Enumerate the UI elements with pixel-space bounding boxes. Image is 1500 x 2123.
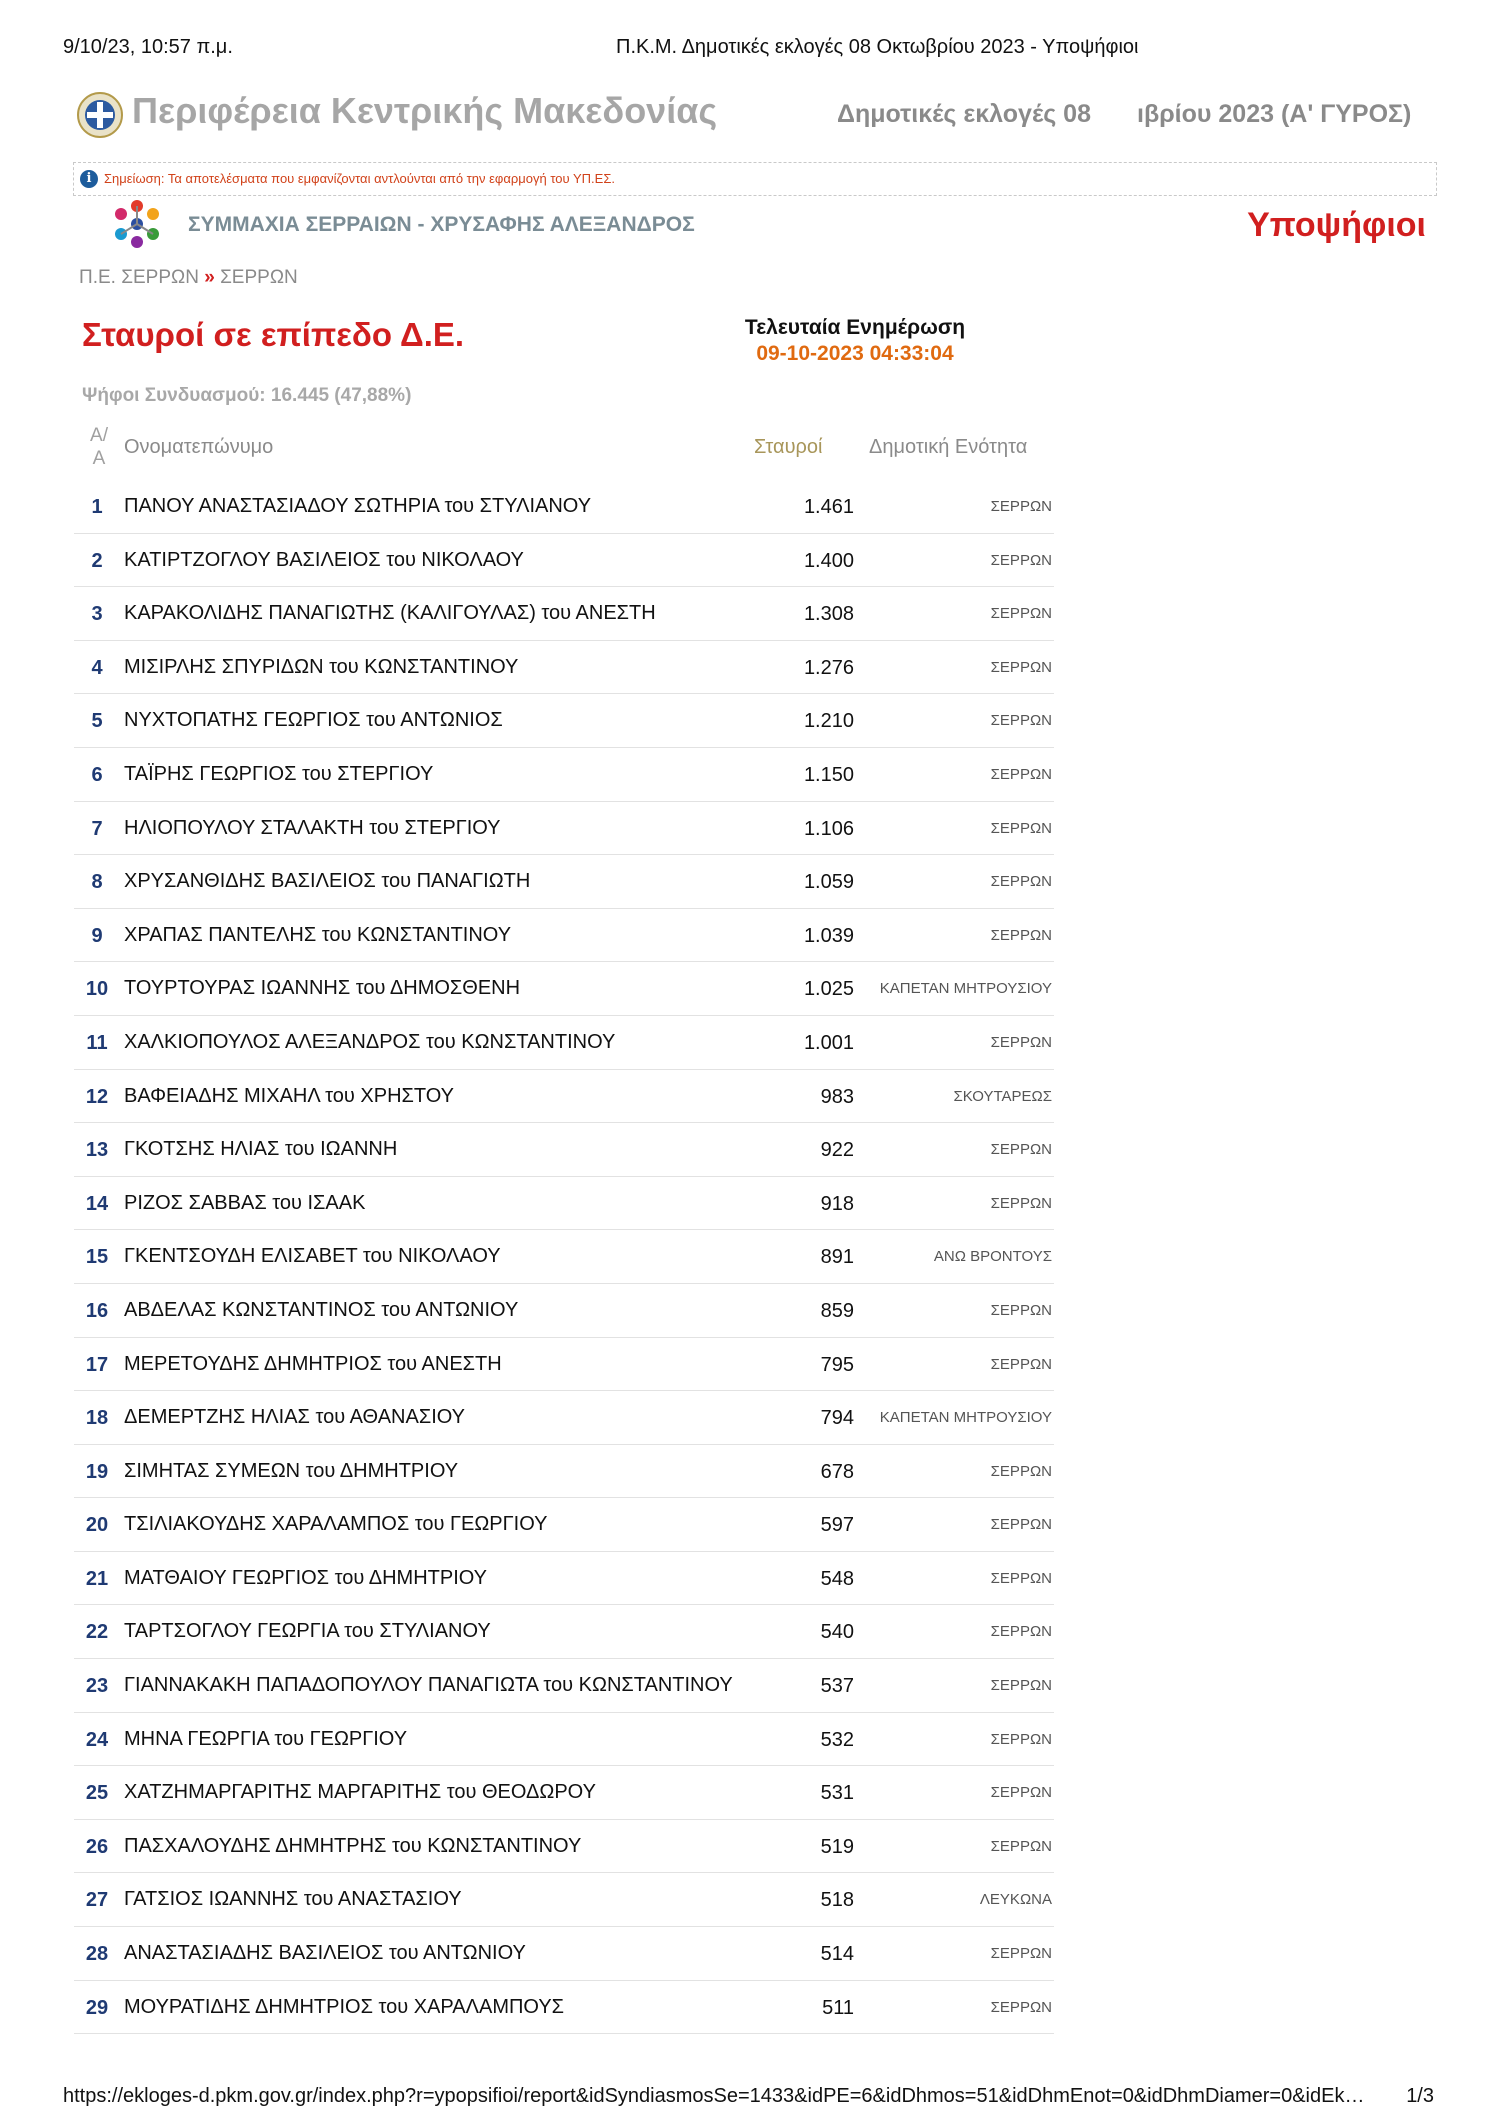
candidate-name: ΤΑΪΡΗΣ ΓΕΩΡΓΙΟΣ του ΣΤΕΡΓΙΟΥ [124,762,434,785]
candidate-votes: 1.308 [803,603,854,626]
candidate-votes: 1.059 [803,871,854,894]
notice-box [73,162,1437,196]
candidate-name: ΚΑΤΙΡΤΖΟΓΛΟΥ ΒΑΣΙΛΕΙΟΣ του ΝΙΚΟΛΑΟΥ [124,548,524,571]
municipal-unit: ΣΕΡΡΩΝ [990,1945,1052,1963]
municipal-unit: ΚΑΠΕΤΑΝ ΜΗΤΡΟΥΣΙΟΥ [879,980,1052,998]
notice-text: Σημείωση: Τα αποτελέσματα που εμφανίζονται αντλούνται από την εφαρμογή του ΥΠ.ΕΣ. [104,171,615,186]
row-number: 20 [85,1514,109,1537]
table-row [74,587,1054,641]
election-title-part1: Δημοτικές εκλογές 08 [837,100,1091,128]
candidate-name: ΒΑΦΕΙΑΔΗΣ ΜΙΧΑΗΛ του ΧΡΗΣΤΟΥ [124,1084,454,1107]
row-number: 15 [85,1246,109,1269]
candidate-name: ΧΑΛΚΙΟΠΟΥΛΟΣ ΑΛΕΞΑΝΔΡΟΣ του ΚΩΝΣΤΑΝΤΙΝΟΥ [124,1030,616,1053]
municipal-unit: ΣΕΡΡΩΝ [990,1301,1052,1319]
row-number: 28 [85,1943,109,1966]
table-row [74,1713,1054,1767]
row-number: 14 [85,1192,109,1215]
municipal-unit: ΣΕΡΡΩΝ [990,551,1052,569]
party-name: ΣΥΜΜΑΧΙΑ ΣΕΡΡΑΙΩΝ - ΧΡΥΣΑΦΗΣ ΑΛΕΞΑΝΔΡΟΣ [188,213,695,236]
table-row [74,962,1054,1016]
table-row [74,480,1054,534]
table-header [74,420,1054,480]
candidate-votes: 531 [820,1782,854,1805]
table-row [74,1284,1054,1338]
hellenic-emblem-icon[interactable] [77,92,123,138]
print-title: Π.Κ.Μ. Δημοτικές εκλογές 08 Οκτωβρίου 2023 - Υποψήφιοι [616,36,1139,58]
municipal-unit: ΣΕΡΡΩΝ [990,1998,1052,2016]
candidate-name: ΠΑΝΟΥ ΑΝΑΣΤΑΣΙΑΔΟΥ ΣΩΤΗΡΙΑ του ΣΤΥΛΙΑΝΟΥ [124,495,592,517]
print-footer [63,2085,1437,2109]
municipal-unit: ΣΕΡΡΩΝ [990,1730,1052,1748]
municipal-unit: ΚΑΠΕΤΑΝ ΜΗΤΡΟΥΣΙΟΥ [879,1409,1052,1427]
row-number: 27 [85,1889,109,1912]
municipal-unit: ΣΕΡΡΩΝ [990,1462,1052,1480]
candidate-votes: 1.039 [803,924,854,947]
candidate-votes: 1.400 [803,549,854,572]
candidate-name: ΜΟΥΡΑΤΙΔΗΣ ΔΗΜΗΤΡΙΟΣ του ΧΑΡΑΛΑΜΠΟΥΣ [124,1995,565,2018]
candidate-name: ΧΑΤΖΗΜΑΡΓΑΡΙΤΗΣ ΜΑΡΓΑΡΙΤΗΣ του ΘΕΟΔΩΡΟΥ [124,1781,596,1804]
row-number: 1 [91,496,103,518]
region-title-link[interactable]: Περιφέρεια Κεντρικής Μακεδονίας [132,90,718,131]
row-number: 21 [85,1567,109,1590]
table-row [74,1445,1054,1499]
last-update [700,316,1010,366]
breadcrumb-municipality-link[interactable]: ΣΕΡΡΩΝ [220,267,298,288]
election-title-part2: ıβρίου 2023 (Α' ΓΥΡΟΣ) [1137,100,1412,128]
municipal-unit: ΣΕΡΡΩΝ [990,712,1052,730]
candidate-votes: 891 [820,1246,854,1269]
row-number: 6 [91,763,103,786]
candidate-votes: 922 [820,1139,854,1162]
row-number: 24 [85,1728,109,1751]
candidate-votes: 1.025 [803,978,854,1001]
municipal-unit: ΣΕΡΡΩΝ [990,605,1052,623]
candidate-name: ΝΥΧΤΟΠΑΤΗΣ ΓΕΩΡΓΙΟΣ του ΑΝΤΩΝΙΟΣ [124,709,503,732]
last-update-label: Τελευταία Ενημέρωση [744,316,966,339]
section-title: Υποψήφιοι [1247,206,1426,244]
candidate-votes: 537 [820,1675,854,1698]
row-number: 19 [85,1460,109,1483]
municipal-unit: ΣΕΡΡΩΝ [990,1784,1052,1802]
row-number: 7 [91,817,103,840]
row-number: 9 [91,924,103,947]
print-header [63,36,1437,60]
candidate-votes: 519 [820,1835,854,1858]
breadcrumb [79,267,298,289]
site-banner [77,88,1437,140]
table-row [74,1659,1054,1713]
row-number: 8 [91,871,103,894]
candidate-name: ΧΡΑΠΑΣ ΠΑΝΤΕΛΗΣ του ΚΩΝΣΤΑΝΤΙΝΟΥ [124,923,512,946]
table-row [74,1177,1054,1231]
candidate-votes: 1.276 [803,656,854,679]
candidate-votes: 1.210 [803,710,854,733]
table-row [74,694,1054,748]
candidate-name: ΜΕΡΕΤΟΥΔΗΣ ΔΗΜΗΤΡΙΟΣ του ΑΝΕΣΤΗ [124,1352,502,1375]
candidate-name: ΤΑΡΤΣΟΓΛΟΥ ΓΕΩΡΓΙΑ του ΣΤΥΛΙΑΝΟΥ [124,1620,491,1643]
municipal-unit: ΣΕΡΡΩΝ [990,498,1052,515]
candidate-name: ΑΒΔΕΛΑΣ ΚΩΝΣΤΑΝΤΙΝΟΣ του ΑΝΤΩΝΙΟΥ [124,1298,519,1321]
candidate-votes: 597 [820,1514,854,1537]
candidate-name: ΗΛΙΟΠΟΥΛΟΥ ΣΤΑΛΑΚΤΗ του ΣΤΕΡΓΙΟΥ [124,816,501,839]
candidate-name: ΜΗΝΑ ΓΕΩΡΓΙΑ του ΓΕΩΡΓΙΟΥ [124,1727,408,1750]
breadcrumb-separator: » [204,267,215,288]
row-number: 10 [85,978,109,1001]
candidate-votes: 1.150 [803,763,854,786]
info-icon: i [80,170,98,188]
column-header-votes[interactable]: Σταυροί [754,436,823,458]
municipal-unit: ΣΕΡΡΩΝ [990,1355,1052,1373]
candidate-votes: 532 [820,1728,854,1751]
column-header-name[interactable]: Ονοματεπώνυμο [124,436,274,458]
table-row [74,1070,1054,1124]
table-row [74,534,1054,588]
table-row [74,1016,1054,1070]
candidate-votes: 548 [820,1567,854,1590]
last-update-timestamp: 09-10-2023 04:33:04 [756,342,954,365]
candidate-votes: 983 [820,1085,854,1108]
municipal-unit: ΣΕΡΡΩΝ [990,658,1052,676]
municipal-unit: ΣΕΡΡΩΝ [990,1516,1052,1534]
candidate-votes: 678 [820,1460,854,1483]
candidate-votes: 511 [822,1996,854,2019]
candidate-name: ΓΙΑΝΝΑΚΑΚΗ ΠΑΠΑΔΟΠΟΥΛΟΥ ΠΑΝΑΓΙΩΤΑ του ΚΩΝΣΤΑΝΤΙΝΟΥ [124,1674,733,1697]
row-number: 3 [91,603,103,626]
party-logo-icon [108,196,166,252]
row-number: 5 [91,710,103,733]
table-row [74,1605,1054,1659]
municipal-unit: ΣΕΡΡΩΝ [990,926,1052,944]
table-row [74,1230,1054,1284]
table-row [74,909,1054,963]
table-row [74,855,1054,909]
municipal-unit: ΣΕΡΡΩΝ [990,1194,1052,1212]
candidate-votes: 1.461 [803,496,854,518]
table-row [74,1766,1054,1820]
municipal-unit: ΣΕΡΡΩΝ [990,765,1052,783]
row-number: 16 [85,1299,109,1322]
column-header-aa[interactable] [84,424,114,470]
column-header-aa-line1: Α/ [90,425,108,446]
row-number: 29 [85,1996,109,2019]
municipal-unit: ΣΕΡΡΩΝ [990,1677,1052,1695]
table-row [74,1391,1054,1445]
print-date: 9/10/23, 10:57 π.μ. [63,36,233,58]
row-number: 23 [85,1675,109,1698]
table-row [74,1123,1054,1177]
candidate-name: ΔΕΜΕΡΤΖΗΣ ΗΛΙΑΣ του ΑΘΑΝΑΣΙΟΥ [124,1406,465,1429]
candidate-name: ΓΑΤΣΙΟΣ ΙΩΑΝΝΗΣ του ΑΝΑΣΤΑΣΙΟΥ [124,1888,462,1911]
column-header-aa-line2: Α [92,448,106,469]
candidate-name: ΓΚΟΤΣΗΣ ΗΛΙΑΣ του ΙΩΑΝΝΗ [124,1138,398,1161]
page-counter: 1/3 [1406,2085,1434,2107]
table-row [74,802,1054,856]
candidate-name: ΧΡΥΣΑΝΘΙΔΗΣ ΒΑΣΙΛΕΙΟΣ του ΠΑΝΑΓΙΩΤΗ [124,870,531,893]
row-number: 25 [85,1782,109,1805]
municipal-unit: ΑΝΩ ΒΡΟΝΤΟΥΣ [933,1248,1052,1266]
candidate-name: ΜΙΣΙΡΛΗΣ ΣΠΥΡΙΔΩΝ του ΚΩΝΣΤΑΝΤΙΝΟΥ [124,655,519,678]
candidate-votes: 795 [820,1353,854,1376]
table-row [74,1820,1054,1874]
municipal-unit: ΣΕΡΡΩΝ [990,1033,1052,1051]
municipal-unit: ΣΕΡΡΩΝ [990,1837,1052,1855]
table-row [74,1552,1054,1606]
row-number: 4 [91,656,103,679]
row-number: 22 [85,1621,109,1644]
candidate-name: ΑΝΑΣΤΑΣΙΑΔΗΣ ΒΑΣΙΛΕΙΟΣ του ΑΝΤΩΝΙΟΥ [124,1942,526,1965]
candidate-name: ΓΚΕΝΤΣΟΥΔΗ ΕΛΙΣΑΒΕΤ του ΝΙΚΟΛΑΟΥ [124,1245,501,1268]
candidate-votes: 514 [820,1943,854,1966]
municipal-unit: ΛΕΥΚΩΝΑ [979,1891,1052,1909]
table-row [74,748,1054,802]
row-number: 17 [85,1353,109,1376]
row-number: 12 [85,1085,109,1108]
column-header-unit[interactable]: Δημοτική Ενότητα [869,436,1028,458]
candidate-votes: 918 [820,1192,854,1215]
table-row [74,641,1054,695]
candidate-votes: 540 [820,1621,854,1644]
table-row [74,1981,1054,2035]
page-title: Σταυροί σε επίπεδο Δ.Ε. [82,316,465,353]
row-number: 26 [85,1835,109,1858]
municipal-unit: ΣΕΡΡΩΝ [990,1623,1052,1641]
row-number: 2 [91,549,103,572]
candidate-votes: 859 [820,1299,854,1322]
table-body [74,480,1054,2034]
candidate-name: ΤΣΙΛΙΑΚΟΥΔΗΣ ΧΑΡΑΛΑΜΠΟΣ του ΓΕΩΡΓΙΟΥ [124,1513,548,1536]
coalition-votes-summary: Ψήφοι Συνδυασμού: 16.445 (47,88%) [82,385,412,406]
candidate-name: ΤΟΥΡΤΟΥΡΑΣ ΙΩΑΝΝΗΣ του ΔΗΜΟΣΘΕΝΗ [124,977,521,1000]
candidate-votes: 794 [820,1407,854,1430]
municipal-unit: ΣΚΟΥΤΑΡΕΩΣ [953,1087,1052,1105]
municipal-unit: ΣΕΡΡΩΝ [990,1141,1052,1159]
candidate-votes: 1.001 [803,1031,854,1054]
row-number: 18 [85,1407,109,1430]
breadcrumb-region-link[interactable]: Π.Ε. ΣΕΡΡΩΝ [79,267,199,288]
candidates-table [74,420,1054,2034]
municipal-unit: ΣΕΡΡΩΝ [990,873,1052,891]
candidate-name: ΚΑΡΑΚΟΛΙΔΗΣ ΠΑΝΑΓΙΩΤΗΣ (ΚΑΛΙΓΟΥΛΑΣ) του ΑΝΕΣΤΗ [124,602,656,625]
table-row [74,1338,1054,1392]
municipal-unit: ΣΕΡΡΩΝ [990,819,1052,837]
candidate-name: ΠΑΣΧΑΛΟΥΔΗΣ ΔΗΜΗΤΡΗΣ του ΚΩΝΣΤΑΝΤΙΝΟΥ [124,1834,582,1857]
print-url: https://ekloges-d.pkm.gov.gr/index.php?r=ypopsifioi/report&idSyndiasmosSe=1433&idPE=6&idDhmos=51&idDhmEnot=0&idDhmDiamer=0&idEk… [63,2085,1365,2107]
table-row [74,1873,1054,1927]
candidate-votes: 518 [820,1889,854,1912]
row-number: 13 [85,1139,109,1162]
municipal-unit: ΣΕΡΡΩΝ [990,1569,1052,1587]
table-row [74,1498,1054,1552]
candidate-votes: 1.106 [803,817,854,840]
table-row [74,1927,1054,1981]
row-number: 11 [86,1031,108,1054]
candidate-name: ΡΙΖΟΣ ΣΑΒΒΑΣ του ΙΣΑΑΚ [124,1191,366,1214]
candidate-name: ΣΙΜΗΤΑΣ ΣΥΜΕΩΝ του ΔΗΜΗΤΡΙΟΥ [124,1459,459,1482]
candidate-name: ΜΑΤΘΑΙΟΥ ΓΕΩΡΓΙΟΣ του ΔΗΜΗΤΡΙΟΥ [124,1566,488,1589]
